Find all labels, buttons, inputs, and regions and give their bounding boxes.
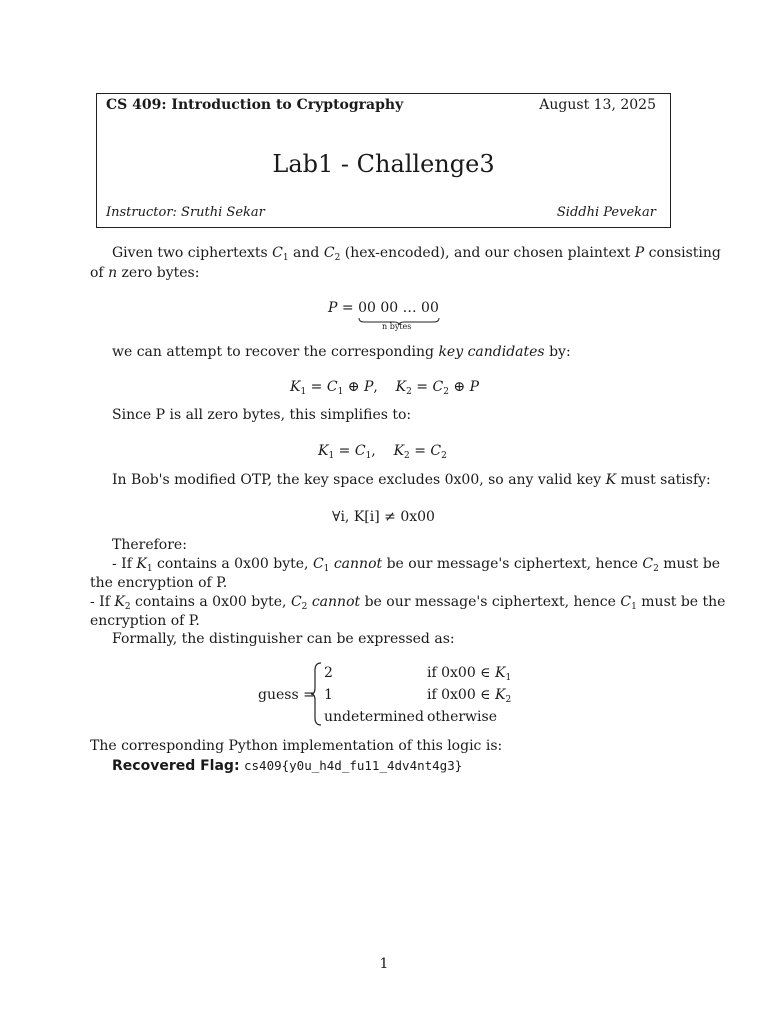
case-1-value: 2 [324, 665, 333, 681]
case-3-condition: otherwise [427, 709, 497, 725]
python-line: The corresponding Python implementation of this logic is: [90, 738, 503, 754]
equation-forall: ∀i, K[i] ≠ 0x00 [332, 509, 435, 525]
case-2-condition: if 0x00 ∈ $K_2$ [427, 687, 512, 705]
page-number: 1 [379, 956, 389, 972]
bullet-2-line-2: encryption of P. [90, 613, 200, 629]
instructor-name: Instructor: Sruthi Sekar [106, 205, 265, 220]
author-name: Siddhi Pevekar [556, 205, 656, 220]
header-date: August 13, 2025 [539, 97, 656, 113]
otp-line: In Bob's modified OTP, the key space excludes 0x00, so any valid key K must satisfy: [112, 472, 711, 488]
flag-label: Recovered Flag: [112, 758, 240, 774]
key-candidates-line: we can attempt to recover the corresponding key candidates by: [112, 344, 571, 360]
equation-key-xor: $K_1 = C_1$ ⊕ P, $K_2 = C_2$ ⊕ P [290, 379, 479, 397]
formally-line: Formally, the distinguisher can be expressed as: [112, 631, 455, 647]
bullet-1-line-1: - If $K_1$ contains a 0x00 byte, $C_1$ cannot be our message's ciphertext, hence $C_2$ must be [112, 556, 721, 574]
bullet-1-line-2: the encryption of P. [90, 575, 228, 591]
header-box [96, 93, 671, 228]
intro-line-1: Given two ciphertexts $C_1$ and $C_2$ (hex-encoded), and our chosen plaintext P consisting [112, 245, 721, 263]
course-title: CS 409: Introduction to Cryptography [106, 97, 404, 113]
underbrace-label: n bytes [382, 322, 412, 331]
lab-title: Lab1 - Challenge3 [272, 150, 495, 178]
case-1-condition: if 0x00 ∈ $K_1$ [427, 665, 512, 683]
bullet-2-line-1: - If $K_2$ contains a 0x00 byte, $C_2$ cannot be our message's ciphertext, hence $C_1$ must be the [90, 594, 726, 612]
recovered-flag [112, 756, 462, 776]
equation-key-simplified: $K_1 = C_1$, $K_2 = C_2$ [318, 443, 447, 461]
simplify-line: Since P is all zero bytes, this simplifies to: [112, 407, 412, 423]
case-3-value: undetermined [324, 709, 424, 725]
therefore-line: Therefore: [112, 537, 187, 553]
equation-plaintext: P = 00 00 … 00 [328, 300, 439, 316]
intro-line-2: of n zero bytes: [90, 265, 200, 281]
cases-brace [310, 662, 322, 726]
flag-value: cs409{y0u_h4d_fu11_4dv4nt4g3} [244, 758, 463, 773]
guess-lhs: guess = [258, 687, 315, 703]
case-2-value: 1 [324, 687, 333, 703]
